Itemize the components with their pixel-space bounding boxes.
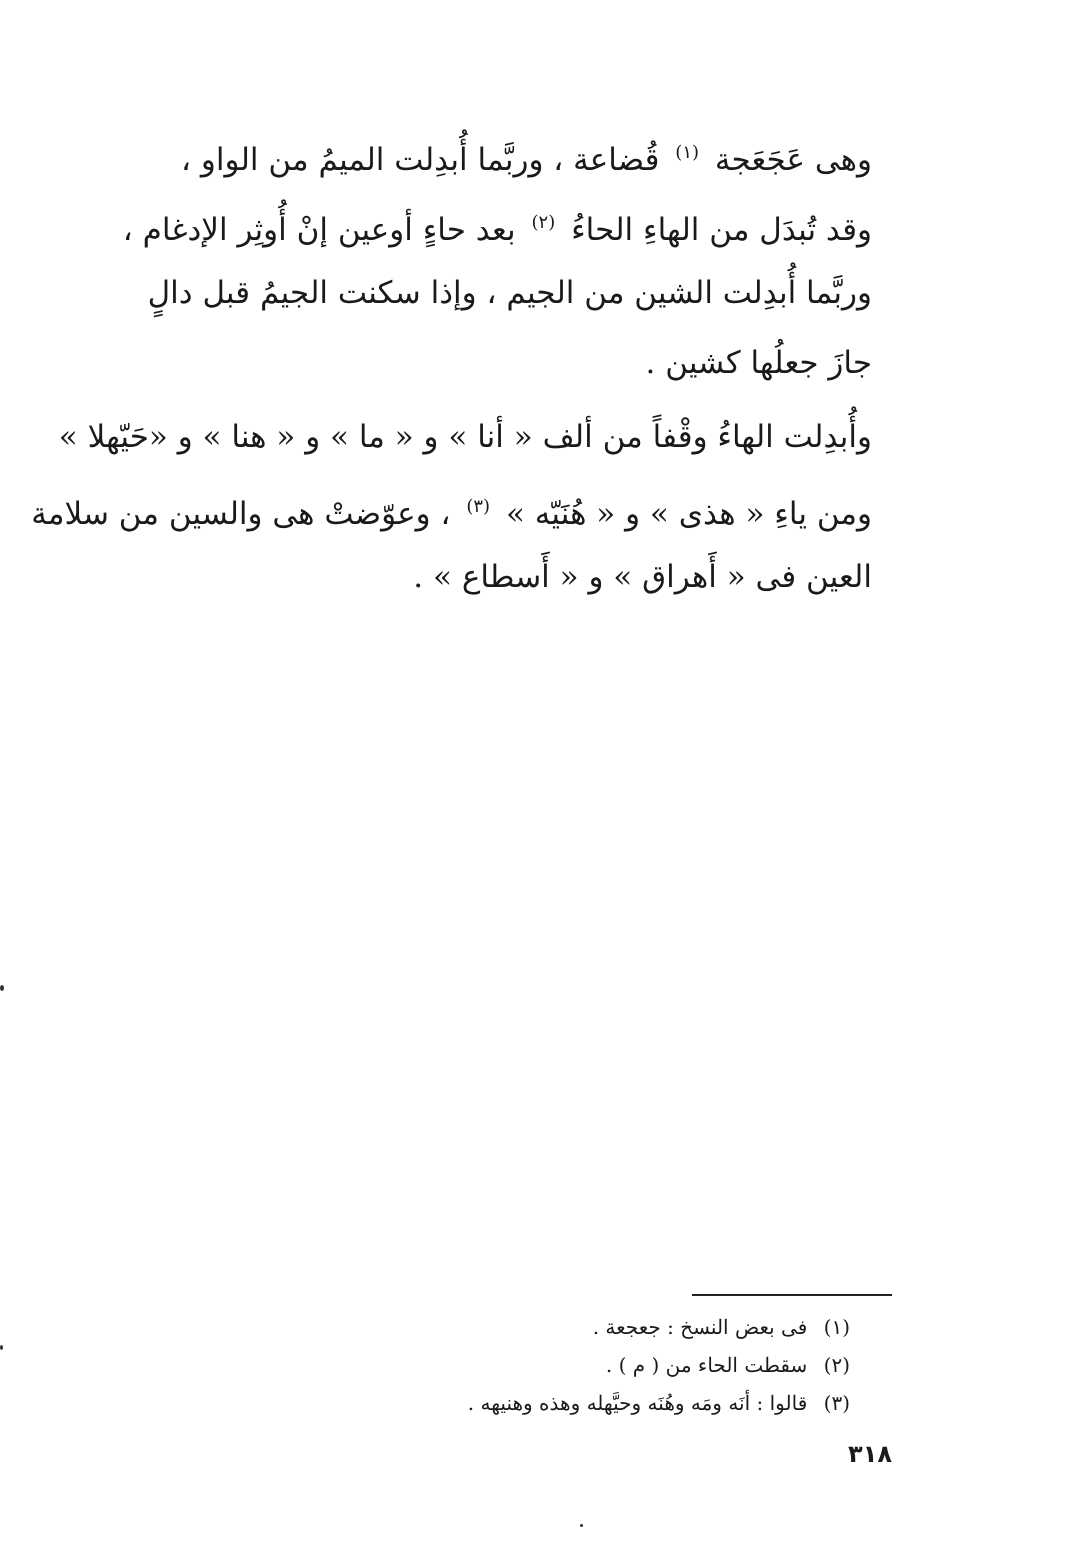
line-segment: جازَ جعلُها كشين . (645, 345, 872, 381)
footnote-text: قالوا : أنَه ومَه وهُنَه وحيَّهله وهذه وهنيهه . (467, 1391, 808, 1415)
line-segment: وأُبدِلت الهاءُ وقْفاً من ألف « أنا » و « ما » و « هنا » و «حَيّهلا » (58, 419, 872, 455)
scan-speck (0, 1345, 3, 1350)
footnote-ref-2[interactable]: (٢) (531, 212, 556, 233)
text-line (58, 402, 872, 472)
scan-speck (0, 985, 4, 991)
footnote-text: فى بعض النسخ : جعجعة . (592, 1315, 808, 1339)
line-segment: ومن ياءِ « هذى » و « هُنَيّه » (505, 496, 872, 532)
footnote-divider (692, 1294, 892, 1296)
line-segment: بعد حاءٍ أوعين إنْ أُوثِر الإدغام ، (122, 212, 516, 248)
line-segment: وربَّما أُبدِلت الشين من الجيم ، وإذا سكنت الجيمُ قبل دالٍ (147, 275, 872, 311)
footnote-3 (360, 1384, 850, 1422)
footnote-number: (٣) (823, 1391, 850, 1415)
paragraph-1 (122, 118, 872, 398)
text-line (31, 472, 872, 542)
text-line (122, 188, 872, 258)
footnote-1 (360, 1308, 850, 1346)
line-segment: وقد تُبدَل من الهاءِ الحاءُ (571, 212, 872, 248)
text-line (150, 542, 872, 612)
footnotes (360, 1308, 850, 1422)
footnote-ref-1[interactable]: (١) (675, 142, 700, 163)
text-line (150, 118, 872, 188)
line-segment: العين فى « أَهراق » و « أَسطاع » . (413, 559, 872, 595)
footnote-number: (١) (823, 1315, 850, 1339)
main-text (31, 118, 872, 612)
paragraph-2 (31, 402, 872, 612)
footnote-text: سقطت الحاء من ( م ) . (605, 1353, 808, 1377)
line-segment: وهى عَجَعَجة (714, 142, 872, 178)
text-line (147, 258, 872, 328)
scan-speck (580, 1524, 583, 1527)
line-segment: ، وعوّضتْ هى والسين من سلامة (31, 496, 451, 532)
line-segment: قُضاعة ، وربَّما أُبدِلت الميمُ من الواو ، (181, 142, 660, 178)
footnote-2 (360, 1346, 850, 1384)
text-line (150, 328, 872, 398)
footnote-number: (٢) (823, 1353, 850, 1377)
footnote-ref-3[interactable]: (٣) (466, 496, 491, 517)
page-number: ٣١٨ (848, 1440, 892, 1468)
